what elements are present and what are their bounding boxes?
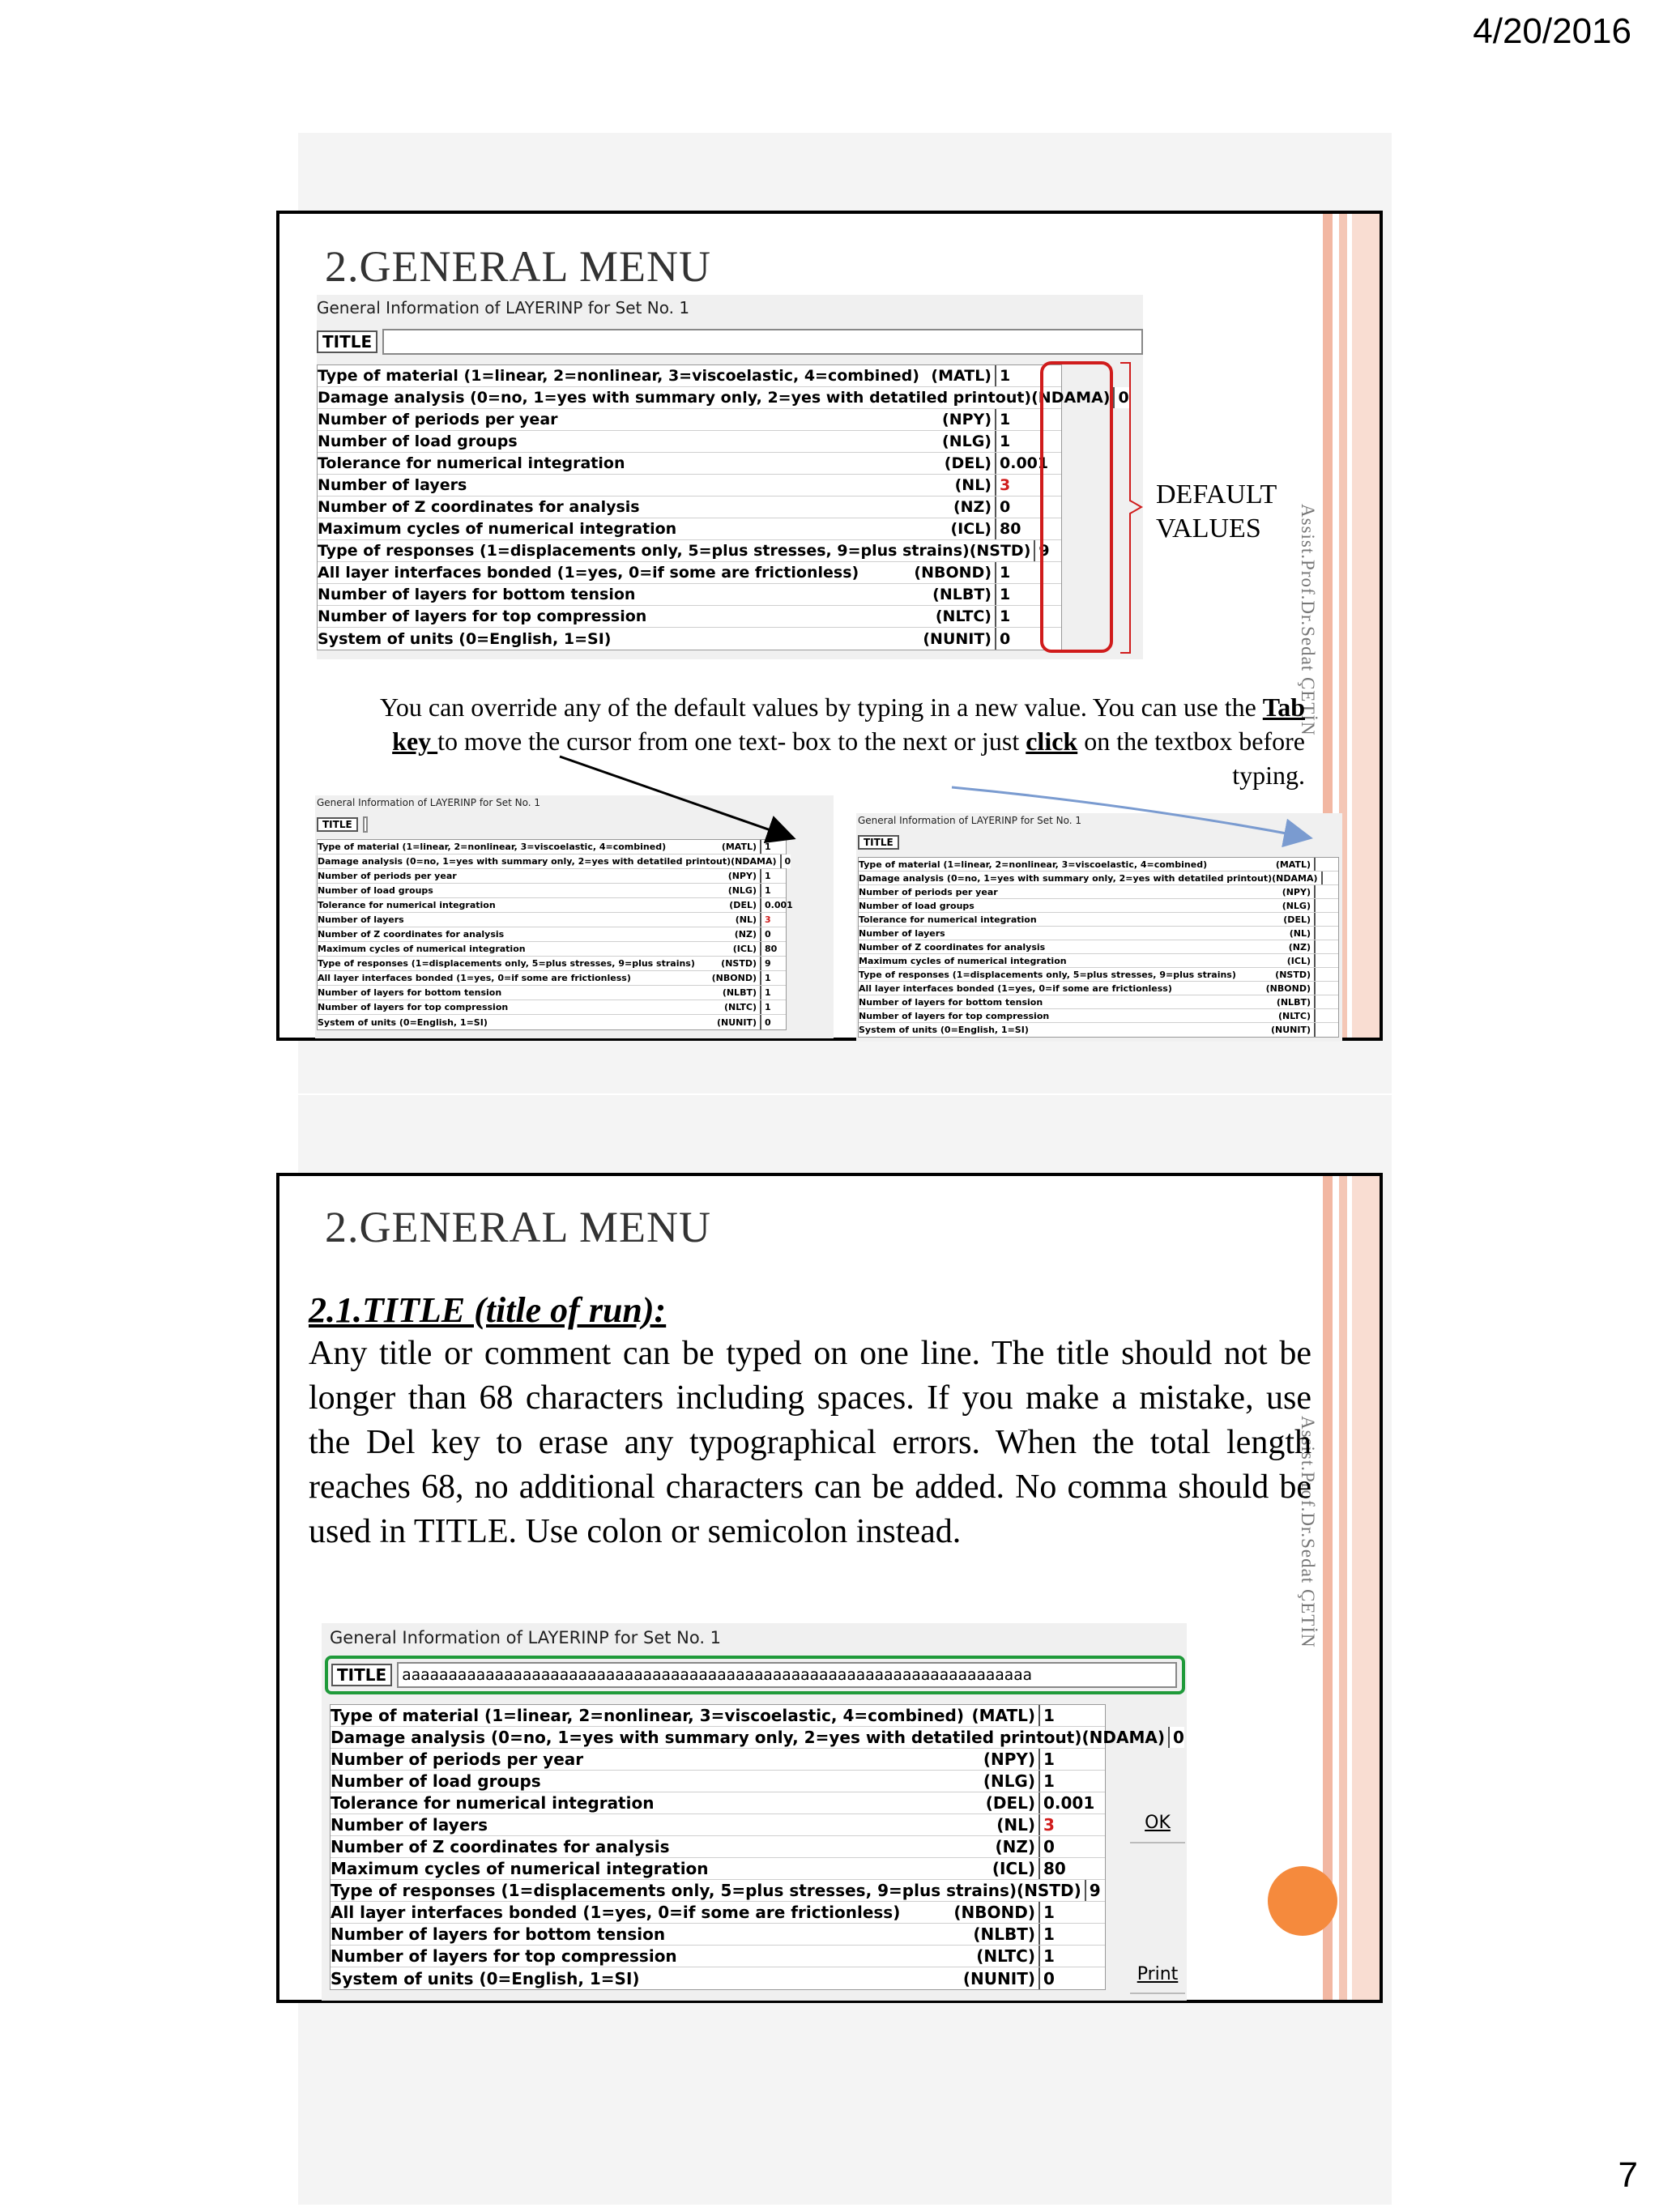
title-label: TITLE [317,330,377,353]
parameter-code: (NPY) [1282,886,1311,897]
parameter-label: Number of layers for bottom tension [318,586,636,603]
parameter-code: (MATL) [931,367,992,385]
parameter-code: (ICL) [992,1859,1035,1878]
parameter-label: Number of load groups [331,1771,541,1791]
parameter-code: (NPY) [983,1750,1035,1769]
parameter-value-input[interactable]: 0 [995,628,1061,650]
parameter-label: Type of responses (1=displacements only, 5=plus stresses, 9=plus strains) [859,969,1236,980]
parameter-code: (NBOND) [953,1903,1035,1922]
parameter-value-input[interactable]: 1 [760,1000,786,1014]
parameter-value-input[interactable]: 0 [1168,1727,1184,1748]
parameter-label: Number of layers [331,1815,488,1835]
parameter-label: Maximum cycles of numerical integration [318,520,677,538]
parameter-label: Number of layers for top compression [318,1002,509,1012]
slide2-stripes [1323,1176,1380,2000]
parameter-code: (ICL) [950,520,992,538]
arrow-black [560,757,791,837]
parameter-label: Maximum cycles of numerical integration [859,955,1067,966]
parameter-row [331,1814,1105,1836]
parameter-code: (NSTD) [1275,969,1311,980]
ok-button[interactable] [1130,1803,1185,1843]
parameter-value-input[interactable]: 0 [1038,1967,1105,1989]
parameter-code: (MATL) [971,1706,1035,1725]
parameter-value-input[interactable]: 9 [760,957,786,970]
parameter-label: Number of layers [859,927,945,939]
parameter-code: (NZ) [953,498,992,516]
parameter-code: (NDAMA) [1031,389,1111,407]
parameter-code: (NDAMA) [1272,872,1318,884]
dialog-caption: General Information of LAYERINP for Set No. 1 [317,298,690,318]
print-button[interactable] [1130,1955,1185,1994]
parameter-value-input[interactable]: 1 [760,869,786,883]
parameter-code: (NLG) [1282,900,1311,911]
parameter-label: Number of Z coordinates for analysis [859,941,1046,953]
parameter-value-input[interactable]: 0 [1038,1836,1105,1857]
parameter-value-input[interactable]: 0 [995,497,1061,518]
parameter-value-input[interactable]: 1 [995,584,1061,605]
parameter-value-input[interactable]: 3 [760,913,786,927]
parameter-value-input[interactable]: 1 [1038,1771,1105,1792]
parameter-label: Number of Z coordinates for analysis [331,1837,670,1856]
parameter-label: Damage analysis (0=no, 1=yes with summary only, 2=yes with detatiled printout) [331,1728,1082,1747]
slide2-author-vertical: Assist.Prof.Dr.Sedat ÇETİN [1298,1416,1318,1648]
parameter-row [331,1749,1105,1771]
arrow-blue [952,787,1308,837]
parameter-row [331,1880,1105,1902]
parameter-label: Number of layers for bottom tension [331,1924,666,1944]
parameter-value-input[interactable]: 1 [760,986,786,999]
parameter-code: (NL) [996,1815,1035,1835]
parameter-label: System of units (0=English, 1=SI) [859,1025,1029,1035]
parameter-label: Number of load groups [859,900,975,911]
parameter-code: (NLBT) [932,586,992,603]
parameter-code: (NLTC) [1277,1010,1311,1021]
parameter-code: (DEL) [944,454,992,472]
parameter-code: (NDAMA) [1081,1728,1165,1747]
parameter-value-input[interactable]: 0 [780,855,791,868]
parameter-label: Number of Z coordinates for analysis [318,929,505,940]
parameter-code: (NZ) [734,929,757,940]
parameter-label: Damage analysis (0=no, 1=yes with summary only, 2=yes with detatiled printout) [318,856,731,867]
parameter-value-input[interactable]: 80 [1038,1858,1105,1879]
parameter-code: (NZ) [995,1837,1035,1856]
parameter-label: Damage analysis (0=no, 1=yes with summary only, 2=yes with detatiled printout) [318,389,1032,407]
parameter-code: (NUNIT) [923,629,992,648]
parameter-code: (NLG) [983,1771,1035,1791]
parameter-code: (NLBT) [722,987,757,998]
parameter-label: Number of periods per year [859,886,998,897]
parameter-label: Number of load groups [318,433,518,450]
parameter-code: (NUNIT) [962,1968,1035,1988]
parameter-label: Number of periods per year [318,871,457,881]
parameter-value-input[interactable]: 1 [995,431,1061,452]
parameter-value-input[interactable]: 1 [1038,1902,1105,1923]
page-date: 4/20/2016 [1473,11,1631,51]
orange-circle [1268,1866,1337,1936]
parameter-row [331,1967,1105,1989]
default-label-line1: DEFAULT [1156,479,1277,509]
parameter-label: Damage analysis (0=no, 1=yes with summary only, 2=yes with detatiled printout) [859,872,1273,884]
parameter-code: (MATL) [721,842,757,852]
parameter-value-input[interactable]: 1 [1038,1924,1105,1945]
parameter-label: Number of periods per year [318,411,558,428]
parameter-label: Number of layers [318,476,467,494]
parameter-label: Number of layers [318,914,404,925]
parameter-label: All layer interfaces bonded (1=yes, 0=if some are frictionless) [331,1903,901,1922]
parameter-code: (DEL) [1283,914,1311,925]
parameter-row [331,1946,1105,1967]
page-number: 7 [1618,2155,1638,2195]
parameter-value-input[interactable]: 0.001 [1038,1792,1105,1813]
parameter-value-input[interactable]: 0.001 [760,898,786,912]
parameter-label: Tolerance for numerical integration [331,1793,655,1813]
parameter-code: (NLG) [942,433,992,450]
parameter-label: Type of responses (1=displacements only, 5=plus stresses, 9=plus strains) [331,1881,1017,1900]
small-title-label: TITLE [317,817,358,832]
parameter-code: (NLTC) [935,607,992,625]
slide-1 [276,211,1383,1041]
parameter-row [331,1705,1105,1727]
parameter-label: System of units (0=English, 1=SI) [318,629,612,648]
parameter-value-input[interactable]: 1 [995,562,1061,583]
parameter-value-input[interactable]: 0 [760,927,786,941]
parameter-code: (NL) [735,914,757,925]
print-label: Print [1137,1964,1179,1984]
parameter-value-input[interactable]: 3 [995,475,1061,496]
parameter-code: (NBOND) [1265,982,1311,994]
tab-key-text: Tab key [392,693,1305,756]
parameter-code: (NPY) [942,411,992,428]
parameter-row [331,1902,1105,1924]
parameter-label: System of units (0=English, 1=SI) [331,1968,640,1988]
parameter-code: (NUNIT) [1271,1025,1311,1035]
para-text-1: You can override any of the default values by typing in a new value. You can use the [379,693,1263,722]
parameter-label: Number of layers for bottom tension [318,987,502,998]
parameter-row [331,1858,1105,1880]
parameter-value-input[interactable]: 9 [1034,540,1061,561]
parameter-value-input[interactable]: 1 [1038,1749,1105,1770]
parameter-row [331,1924,1105,1946]
parameter-value-input[interactable]: 1 [995,606,1061,627]
parameter-value-input[interactable]: 1 [995,409,1061,430]
parameter-code: (NLBT) [1276,996,1311,1008]
parameter-code: (NBOND) [914,564,992,582]
parameter-label: Number of layers for top compression [331,1946,677,1966]
parameter-code: (NUNIT) [717,1016,757,1028]
parameter-label: All layer interfaces bonded (1=yes, 0=if some are frictionless) [859,982,1172,994]
parameter-value-input[interactable]: 3 [1038,1814,1105,1835]
parameter-value-input[interactable]: 80 [995,518,1061,539]
parameter-value-input[interactable]: 80 [760,942,786,956]
dialog2-title-label: TITLE [331,1664,392,1686]
parameter-code: (NLBT) [973,1924,1035,1944]
ok-label: OK [1145,1813,1171,1833]
parameter-label: All layer interfaces bonded (1=yes, 0=if some are frictionless) [318,973,631,983]
parameter-row [331,1727,1184,1749]
parameter-label: Type of material (1=linear, 2=nonlinear, 3=viscoelastic, 4=combined) [318,367,919,385]
parameter-label: Tolerance for numerical integration [318,454,625,472]
parameter-code: (NL) [954,476,992,494]
parameter-label: Maximum cycles of numerical integration [318,944,526,954]
parameter-value-input[interactable]: 1 [1038,1946,1105,1967]
parameter-value-input[interactable]: 1 [1038,1705,1105,1726]
parameter-code: (ICL) [732,944,757,954]
small-dialog-caption-r: General Information of LAYERINP for Set No. 1 [858,815,1082,826]
parameter-label: Number of layers for bottom tension [859,996,1043,1008]
parameter-code: (NSTD) [969,542,1031,560]
slide2-subheading: 2.1.TITLE (title of run): [309,1290,667,1330]
para-text-3: on the textbox before typing. [1077,727,1305,790]
parameter-code: (DEL) [729,900,757,910]
small-dialog-caption: General Information of LAYERINP for Set No. 1 [317,797,541,808]
parameter-code: (MATL) [1275,859,1311,870]
parameter-code: (NDAMA) [731,856,777,867]
slide2-paragraph: Any title or comment can be typed on one line. The title should not be longer than 68 characters including spaces. If you make a mistake, use the Del key to erase any typographical errors. When the total length reaches 68, no additional characters can be added. No comma should be used in TITLE. Use colon or semicolon instead. [309,1335,1311,1550]
small-title-label-r: TITLE [858,835,899,850]
parameter-code: (NBOND) [711,973,757,983]
parameter-value-input[interactable]: 1 [995,365,1061,386]
parameter-label: Tolerance for numerical integration [859,914,1037,925]
arrows-layer [279,214,1386,1044]
parameter-code: (NSTD) [1017,1881,1081,1900]
parameter-value-input[interactable]: 0 [1113,387,1128,408]
parameter-label: Number of load groups [318,885,433,896]
parameter-label: All layer interfaces bonded (1=yes, 0=if some are frictionless) [318,564,859,582]
parameter-code: (DEL) [985,1793,1035,1813]
parameter-value-input[interactable]: 1 [760,971,786,985]
parameter-code: (NPY) [727,871,757,881]
parameter-label: Tolerance for numerical integration [318,900,496,910]
parameter-code: (NL) [1289,927,1311,939]
parameter-label: Number of layers for top compression [859,1010,1050,1021]
slide1-author-vertical: Assist.Prof.Dr.Sedat ÇETİN [1298,504,1318,736]
parameter-row [331,1836,1105,1858]
parameter-value-input[interactable]: 9 [1085,1880,1105,1901]
slide-2 [276,1173,1383,2003]
dialog2-caption: General Information of LAYERINP for Set No. 1 [330,1628,722,1647]
parameter-label: Number of layers for top compression [318,607,647,625]
parameter-code: (NLTC) [976,1946,1035,1966]
click-text: click [1026,727,1078,756]
parameter-label: Type of responses (1=displacements only, 5=plus stresses, 9=plus strains) [318,542,970,560]
parameter-label: Type of material (1=linear, 2=nonlinear, 3=viscoelastic, 4=combined) [331,1706,965,1725]
parameter-label: Type of responses (1=displacements only, 5=plus stresses, 9=plus strains) [318,958,695,969]
slide2-dialog [322,1623,1187,2001]
parameter-label: System of units (0=English, 1=SI) [318,1016,488,1028]
parameter-code: (NLTC) [723,1002,757,1012]
parameter-code: (NLG) [727,885,757,896]
parameter-code: (NSTD) [721,958,757,969]
slide2-title: 2.GENERAL MENU [325,1203,711,1251]
slide1-title: 2.GENERAL MENU [325,242,711,291]
parameter-row [331,1771,1105,1792]
para-text-2: to move the cursor from one text- box to the next or just [437,727,1026,756]
parameter-label: Type of material (1=linear, 2=nonlinear, 3=viscoelastic, 4=combined) [859,859,1208,870]
parameter-code: (ICL) [1286,955,1311,966]
parameter-value-input[interactable]: 0.001 [995,453,1061,474]
parameter-value-input[interactable]: 1 [760,884,786,897]
parameter-row [331,1792,1105,1814]
dialog2-title-row [331,1662,1177,1688]
parameter-label: Maximum cycles of numerical integration [331,1859,709,1878]
dialog2-title-input[interactable]: aaaaaaaaaaaaaaaaaaaaaaaaaaaaaaaaaaaaaaaaaaaaaaaaaaaaaaaaaaaaaaaaaaaa [397,1662,1177,1688]
parameter-value-input[interactable]: 1 [760,840,786,854]
parameter-value-input[interactable]: 0 [760,1015,786,1029]
parameter-label: Number of Z coordinates for analysis [318,498,640,516]
default-label-line2: VALUES [1156,514,1261,543]
parameter-code: (NZ) [1288,941,1311,953]
parameter-label: Number of periods per year [331,1750,584,1769]
parameter-label: Type of material (1=linear, 2=nonlinear, 3=viscoelastic, 4=combined) [318,842,667,852]
